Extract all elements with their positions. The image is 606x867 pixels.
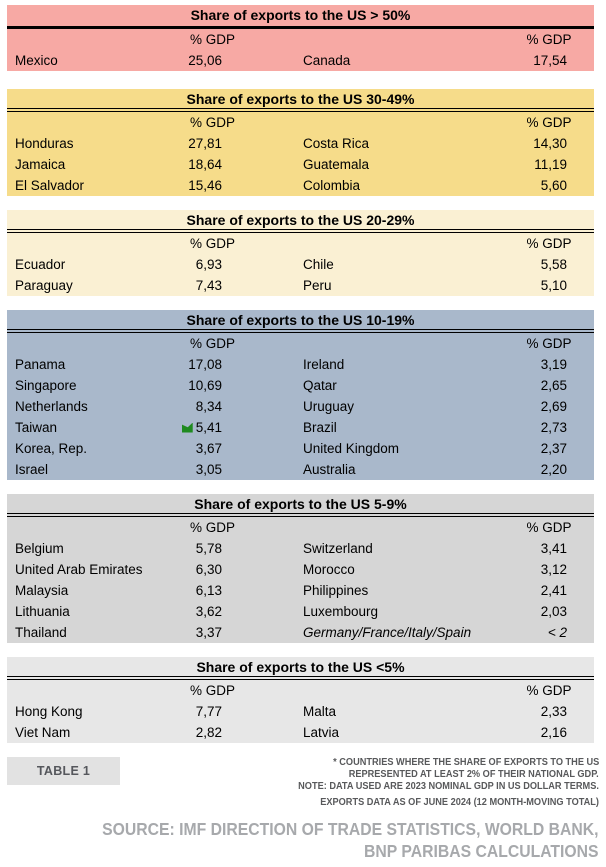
gdp-value (155, 722, 270, 743)
country-col-header-spacer (270, 29, 504, 50)
gdp-value-text: 10,69 (188, 378, 222, 393)
export-share-band-3 (7, 310, 594, 480)
country-name: Jamaica (15, 157, 66, 172)
country-name: Panama (15, 357, 66, 372)
country-name: El Salvador (15, 178, 85, 193)
country-name: Hong Kong (15, 704, 83, 719)
country-name: Latvia (303, 725, 340, 740)
country-name: Qatar (303, 378, 337, 393)
table-row (7, 701, 594, 722)
gdp-value (155, 438, 270, 459)
table-row (7, 622, 594, 643)
gdp-col-header-right: % GDP (526, 683, 572, 698)
export-share-band-2 (7, 210, 594, 296)
gdp-value-text: 6,13 (195, 583, 222, 598)
table-row (7, 459, 594, 480)
gdp-value: 2,69 (540, 399, 567, 414)
table-row (7, 154, 594, 175)
gdp-value (155, 701, 270, 722)
section-title: Share of exports to the US 30-49% (7, 89, 594, 112)
gdp-value (155, 459, 270, 480)
country-name: Mexico (15, 53, 58, 68)
column-header-row (7, 680, 594, 701)
gdp-value: 5,58 (540, 257, 567, 272)
country-name: Morocco (303, 562, 355, 577)
country-col-header-spacer (7, 233, 155, 254)
gdp-col-header-left: % GDP (189, 336, 235, 351)
country-name: Germany/France/Italy/Spain (303, 625, 472, 640)
country-name: Belgium (15, 541, 64, 556)
country-col-header-spacer (7, 333, 155, 354)
table-row (7, 396, 594, 417)
gdp-col-header-right: % GDP (526, 236, 572, 251)
gdp-value-text: 17,08 (188, 357, 222, 372)
gdp-value-text: 7,77 (195, 704, 222, 719)
column-header-row (7, 112, 594, 133)
country-name: United Arab Emirates (15, 562, 143, 577)
table-row (7, 354, 594, 375)
gdp-value-text: 25,06 (188, 53, 222, 68)
gdp-value: 5,10 (540, 278, 567, 293)
country-name: Viet Nam (15, 725, 71, 740)
gdp-value-text: 3,67 (195, 441, 222, 456)
sections (7, 5, 599, 743)
country-col-header-spacer (270, 112, 504, 133)
country-name: Uruguay (303, 399, 355, 414)
gdp-value (155, 50, 270, 71)
gdp-value-text: 3,05 (195, 462, 222, 477)
country-col-header-spacer (270, 517, 504, 538)
section-title: Share of exports to the US 10-19% (7, 310, 594, 333)
gdp-value: 2,33 (540, 704, 567, 719)
gdp-value: 2,20 (540, 462, 567, 477)
table-row (7, 133, 594, 154)
country-name: Malta (303, 704, 337, 719)
country-name: Netherlands (15, 399, 88, 414)
gdp-value (155, 538, 270, 559)
figure-footer (7, 757, 599, 809)
footnote-line: * COUNTRIES WHERE THE SHARE OF EXPORTS TO THE US (332, 757, 599, 768)
gdp-col-header-right: % GDP (526, 32, 572, 47)
export-share-band-5 (7, 657, 594, 743)
table-row (7, 175, 594, 196)
gdp-value (155, 375, 270, 396)
footnote-line: NOTE: DATA USED ARE 2023 NOMINAL GDP IN US DOLLAR TERMS. (298, 781, 599, 792)
country-col-header-spacer (7, 680, 155, 701)
gdp-value: 2,03 (540, 604, 567, 619)
gdp-col-header-left: % GDP (189, 236, 235, 251)
gdp-value (155, 133, 270, 154)
gdp-value: 3,19 (540, 357, 567, 372)
country-name: Taiwan (15, 420, 58, 435)
gdp-col-header-left: % GDP (189, 115, 235, 130)
gdp-value-text: 6,30 (195, 562, 222, 577)
country-name: Korea, Rep. (15, 441, 88, 456)
table-row (7, 438, 594, 459)
country-col-header-spacer (7, 29, 155, 50)
table-row (7, 580, 594, 601)
export-share-band-0 (7, 5, 594, 71)
gdp-value-text: 8,34 (195, 399, 222, 414)
gdp-value: < 2 (547, 625, 567, 640)
source-line: SOURCE: IMF DIRECTION OF TRADE STATISTICS, WORLD BANK, (102, 819, 599, 839)
gdp-value: 3,41 (540, 541, 567, 556)
table-row (7, 254, 594, 275)
gdp-col-header-left: % GDP (189, 683, 235, 698)
gdp-value: 11,19 (534, 157, 567, 172)
gdp-value (155, 175, 270, 196)
gdp-value: 2,37 (540, 441, 567, 456)
country-col-header-spacer (7, 112, 155, 133)
export-share-band-4 (7, 494, 594, 643)
gdp-value: 5,60 (540, 178, 567, 193)
gdp-value: 14,30 (533, 136, 567, 151)
column-header-row (7, 517, 594, 538)
table-number-label: TABLE 1 (7, 757, 120, 785)
gdp-value (155, 417, 270, 438)
country-name: Malaysia (15, 583, 69, 598)
table-row (7, 538, 594, 559)
country-name: United Kingdom (303, 441, 400, 456)
footnote-line: REPRESENTED AT LEAST 2% OF THEIR NATIONAL GDP. (349, 769, 599, 780)
gdp-value-text: 18,64 (188, 157, 222, 172)
country-name: Switzerland (303, 541, 373, 556)
section-title: Share of exports to the US 5-9% (7, 494, 594, 517)
gdp-value-text: 5,78 (195, 541, 222, 556)
table-row (7, 559, 594, 580)
gdp-value (155, 254, 270, 275)
country-name: Peru (303, 278, 332, 293)
footnote-line: EXPORTS DATA AS OF JUNE 2024 (12 MONTH-MOVING TOTAL) (320, 797, 599, 808)
gdp-value-text: 15,46 (188, 178, 222, 193)
gdp-value-text: 7,43 (195, 278, 222, 293)
gdp-value (155, 622, 270, 643)
country-name: Chile (303, 257, 334, 272)
table-row (7, 375, 594, 396)
country-name: Paraguay (15, 278, 73, 293)
country-name: Canada (303, 53, 351, 68)
gdp-value: 2,41 (540, 583, 567, 598)
gdp-value (155, 354, 270, 375)
gdp-value: 2,65 (540, 378, 567, 393)
export-share-band-1 (7, 89, 594, 196)
gdp-value-text: 6,93 (195, 257, 222, 272)
table-row (7, 275, 594, 296)
gdp-col-header-right: % GDP (526, 336, 572, 351)
gdp-value: 17,54 (533, 53, 567, 68)
country-col-header-spacer (7, 517, 155, 538)
country-name: Guatemala (303, 157, 370, 172)
country-col-header-spacer (270, 333, 504, 354)
gdp-value: 2,73 (540, 420, 567, 435)
section-title: Share of exports to the US 20-29% (7, 210, 594, 233)
gdp-col-header-right: % GDP (526, 115, 572, 130)
gdp-value (155, 154, 270, 175)
gdp-value: 2,16 (540, 725, 567, 740)
gdp-value (155, 601, 270, 622)
gdp-col-header-left: % GDP (189, 32, 235, 47)
gdp-value: 3,12 (540, 562, 567, 577)
gdp-value (155, 396, 270, 417)
table-row (7, 50, 594, 71)
gdp-value (155, 275, 270, 296)
gdp-value-text: 5,41 (195, 420, 222, 435)
country-name: Thailand (15, 625, 67, 640)
country-name: Israel (15, 462, 49, 477)
gdp-value (155, 580, 270, 601)
column-header-row (7, 29, 594, 50)
country-name: Australia (303, 462, 356, 477)
table-row (7, 722, 594, 743)
gdp-value-text: 27,81 (188, 136, 222, 151)
gdp-col-header-right: % GDP (526, 520, 572, 535)
section-title: Share of exports to the US > 50% (7, 5, 594, 29)
country-name: Honduras (15, 136, 74, 151)
country-name: Philippines (303, 583, 369, 598)
table-row (7, 601, 594, 622)
gdp-value-text: 3,62 (195, 604, 222, 619)
country-name: Singapore (15, 378, 77, 393)
country-name: Luxembourg (303, 604, 379, 619)
country-name: Ecuador (15, 257, 66, 272)
column-header-row (7, 233, 594, 254)
country-name: Brazil (303, 420, 337, 435)
country-col-header-spacer (270, 680, 504, 701)
source-attribution (7, 818, 599, 862)
country-name: Costa Rica (303, 136, 370, 151)
gdp-value-text: 3,37 (195, 625, 222, 640)
column-header-row (7, 333, 594, 354)
gdp-value-text: 2,82 (195, 725, 222, 740)
country-name: Colombia (303, 178, 361, 193)
source-line: BNP PARIBAS CALCULATIONS (364, 841, 599, 861)
gdp-value (155, 559, 270, 580)
country-col-header-spacer (270, 233, 504, 254)
country-name: Lithuania (15, 604, 70, 619)
section-title: Share of exports to the US <5% (7, 657, 594, 680)
green-flag-icon (182, 423, 193, 433)
country-name: Ireland (303, 357, 345, 372)
footnotes (120, 757, 599, 809)
table-row (7, 417, 594, 438)
gdp-col-header-left: % GDP (189, 520, 235, 535)
